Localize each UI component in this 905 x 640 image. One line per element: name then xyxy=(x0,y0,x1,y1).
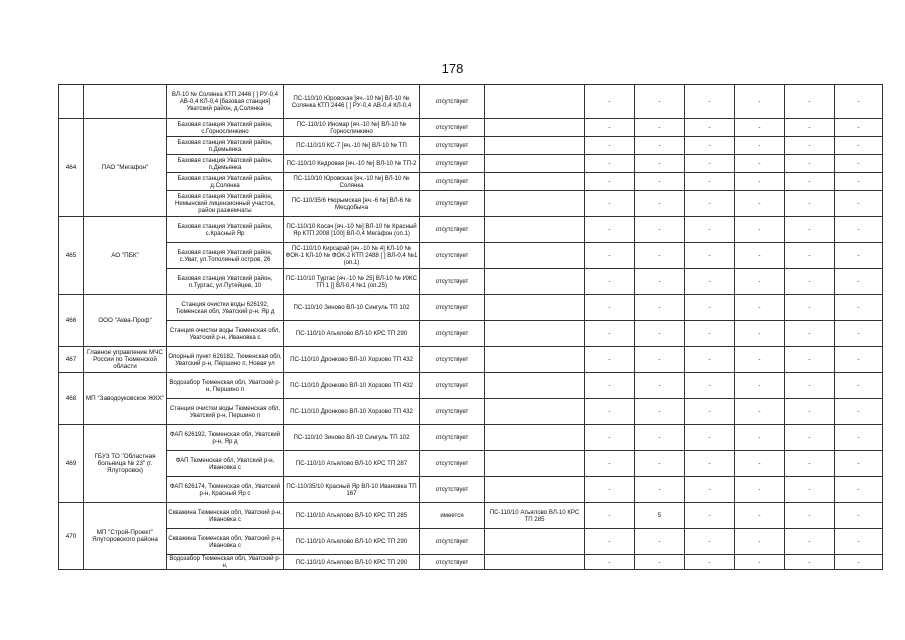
cell-c7: - xyxy=(685,451,735,477)
cell-status: отсутствует xyxy=(420,173,485,191)
cell-c8: - xyxy=(735,119,785,137)
cell-c6: - xyxy=(635,191,685,217)
cell-c6: - xyxy=(635,119,685,137)
cell-c10: - xyxy=(835,425,883,451)
table-row xyxy=(59,191,883,217)
cell-object: Опорный пункт 626182, Тюменская обл, Уватский р-н, Першино п, Новая ул xyxy=(167,347,284,373)
cell-status: отсутствует xyxy=(420,191,485,217)
cell-organization: АО "ПБК" xyxy=(84,217,167,295)
cell-c4: ПС-110/10 Атьялово ВЛ-10 КРС ТП 285 xyxy=(485,503,585,529)
cell-c6: - xyxy=(635,295,685,321)
cell-c10: - xyxy=(835,555,883,570)
cell-c9: - xyxy=(785,269,835,295)
cell-organization: МП "Заводоуковское ЖКХ" xyxy=(84,373,167,425)
cell-source: ПС-110/10 Дронково ВЛ-10 Хорзово ТП 432 xyxy=(284,399,420,425)
cell-c5: - xyxy=(585,373,635,399)
cell-c5: - xyxy=(585,529,635,555)
cell-c6: - xyxy=(635,347,685,373)
cell-c10: - xyxy=(835,243,883,269)
cell-c6: - xyxy=(635,85,685,119)
cell-object: Скважина Тюменская обл, Уватский р-н, Ивановка с xyxy=(167,503,284,529)
cell-c9: - xyxy=(785,425,835,451)
cell-c5: - xyxy=(585,477,635,503)
cell-c6: - xyxy=(635,321,685,347)
cell-source: ПС-110/10 Юровская [яч.-10 №] ВЛ-10 № Солянка xyxy=(284,173,420,191)
cell-c5: - xyxy=(585,85,635,119)
cell-status: отсутствует xyxy=(420,321,485,347)
cell-c6: - xyxy=(635,173,685,191)
cell-c5: - xyxy=(585,269,635,295)
cell-number xyxy=(59,85,84,119)
table-row xyxy=(59,269,883,295)
cell-status: отсутствует xyxy=(420,477,485,503)
cell-c8: - xyxy=(735,451,785,477)
cell-c7: - xyxy=(685,503,735,529)
cell-c7: - xyxy=(685,295,735,321)
cell-source: ПС-110/10 Юровская [яч.-10 №] ВЛ-10 № Солянка КТП 2446 [ ] РУ-0,4 АВ-0,4 КЛ-0,4 xyxy=(284,85,420,119)
cell-c7: - xyxy=(685,477,735,503)
cell-c10: - xyxy=(835,477,883,503)
cell-c10: - xyxy=(835,155,883,173)
cell-status: отсутствует xyxy=(420,155,485,173)
cell-organization: Главное управление МЧС России по Тюменской области xyxy=(84,347,167,373)
cell-c9: - xyxy=(785,295,835,321)
cell-status: отсутствует xyxy=(420,137,485,155)
cell-object: ФАП 626192, Тюменская обл, Уватский р-н, Яр д xyxy=(167,425,284,451)
cell-c4 xyxy=(485,555,585,570)
data-table xyxy=(58,84,883,570)
cell-status: отсутствует xyxy=(420,217,485,243)
cell-c5: - xyxy=(585,347,635,373)
cell-c5: - xyxy=(585,173,635,191)
page-number: 178 xyxy=(441,61,464,76)
table-row xyxy=(59,477,883,503)
cell-c9: - xyxy=(785,191,835,217)
cell-c8: - xyxy=(735,85,785,119)
cell-organization: МП "Строй-Проект" Ялуторовского района xyxy=(84,503,167,570)
cell-c9: - xyxy=(785,137,835,155)
cell-c7: - xyxy=(685,119,735,137)
cell-source: ПС-110/10 Зиново ВЛ-10 Сингуль ТП 102 xyxy=(284,295,420,321)
cell-c7: - xyxy=(685,217,735,243)
cell-source: ПС-110/10 Атьялово ВЛ-10 КРС ТП 285 xyxy=(284,503,420,529)
cell-source: ПС-110/35/6 Нюрымская [яч.-6 №] ВЛ-6 № Месдобыча xyxy=(284,191,420,217)
cell-c10: - xyxy=(835,173,883,191)
cell-source: ПС-110/10 Косач [яч.-10 №] ВЛ-10 № Красный Яр КТП 2008 [100] ВЛ-0,4 Мегафон (оп.1) xyxy=(284,217,420,243)
cell-source: ПС-110/10 Атьялово ВЛ-10 КРС ТП 290 xyxy=(284,555,420,570)
table-row xyxy=(59,425,883,451)
cell-c4 xyxy=(485,173,585,191)
cell-c8: - xyxy=(735,399,785,425)
cell-c9: - xyxy=(785,503,835,529)
cell-c4 xyxy=(485,425,585,451)
cell-c8: - xyxy=(735,347,785,373)
cell-organization: ГБУЗ ТО "Областная больница № 23" (г. Ялуторовск) xyxy=(84,425,167,503)
cell-c9: - xyxy=(785,451,835,477)
cell-c8: - xyxy=(735,155,785,173)
cell-c6: - xyxy=(635,425,685,451)
cell-c6: - xyxy=(635,451,685,477)
cell-object: ФАП Тюменская обл, Уватский р-н, Ивановка с xyxy=(167,451,284,477)
cell-c4 xyxy=(485,373,585,399)
cell-c8: - xyxy=(735,137,785,155)
cell-number: 468 xyxy=(59,373,84,425)
cell-c4 xyxy=(485,269,585,295)
cell-c9: - xyxy=(785,217,835,243)
cell-object: Базовая станция Уватский район, с.Уват, ул.Тополиный остров, 26 xyxy=(167,243,284,269)
cell-source: ПС-110/10 Туртас [яч.-10 № 25] ВЛ-10 № ИЖС ТП 1 [] ВЛ-0,4 №1 (оп.25) xyxy=(284,269,420,295)
cell-status: имеется xyxy=(420,503,485,529)
cell-c4 xyxy=(485,155,585,173)
cell-organization: ООО "Аква-Проф" xyxy=(84,295,167,347)
cell-source: ПС-110/10 Атьялово ВЛ-10 КРС ТП 290 xyxy=(284,321,420,347)
table-row xyxy=(59,173,883,191)
cell-object: Базовая станция Уватский район, п.Демьянка xyxy=(167,155,284,173)
cell-c6: - xyxy=(635,243,685,269)
cell-number: 470 xyxy=(59,503,84,570)
cell-c6: - xyxy=(635,137,685,155)
cell-c5: - xyxy=(585,243,635,269)
cell-status: отсутствует xyxy=(420,451,485,477)
cell-c8: - xyxy=(735,503,785,529)
cell-c9: - xyxy=(785,347,835,373)
cell-c6: - xyxy=(635,217,685,243)
cell-source: ПС-110/10 Инсмар [яч.-10 №] ВЛ-10 № Горнослинкино xyxy=(284,119,420,137)
cell-c5: - xyxy=(585,451,635,477)
cell-c7: - xyxy=(685,155,735,173)
cell-c9: - xyxy=(785,85,835,119)
cell-c8: - xyxy=(735,243,785,269)
table-row xyxy=(59,137,883,155)
cell-status: отсутствует xyxy=(420,119,485,137)
cell-c7: - xyxy=(685,243,735,269)
cell-object: Станция очистки воды Тюменская обл, Уватский р-н, Ивановка с xyxy=(167,321,284,347)
table-row xyxy=(59,119,883,137)
table-row xyxy=(59,555,883,570)
cell-source: ПС-110/35/10 Красный Яр ВЛ-10 Ивановка ТП 167 xyxy=(284,477,420,503)
cell-object: Базовая станция Уватский район, п.Туртас, ул.Путейцев, 10 xyxy=(167,269,284,295)
cell-c10: - xyxy=(835,503,883,529)
cell-c5: - xyxy=(585,155,635,173)
cell-c4 xyxy=(485,295,585,321)
cell-c5: - xyxy=(585,119,635,137)
cell-c7: - xyxy=(685,269,735,295)
cell-c10: - xyxy=(835,529,883,555)
cell-c6: - xyxy=(635,399,685,425)
cell-c4 xyxy=(485,191,585,217)
table-body xyxy=(59,85,883,570)
cell-c5: - xyxy=(585,191,635,217)
cell-c8: - xyxy=(735,425,785,451)
cell-c6: - xyxy=(635,373,685,399)
cell-object: Водозабор Тюменская обл, Уватский р-н, Першино п xyxy=(167,373,284,399)
table-row xyxy=(59,155,883,173)
cell-c4 xyxy=(485,477,585,503)
cell-c8: - xyxy=(735,373,785,399)
cell-object: Базовая станция Уватский район, п.Демьянка xyxy=(167,137,284,155)
cell-c7: - xyxy=(685,191,735,217)
cell-c8: - xyxy=(735,295,785,321)
cell-c10: - xyxy=(835,399,883,425)
cell-c4 xyxy=(485,85,585,119)
cell-c10: - xyxy=(835,217,883,243)
cell-c7: - xyxy=(685,321,735,347)
cell-c10: - xyxy=(835,85,883,119)
table-row xyxy=(59,217,883,243)
table-row xyxy=(59,529,883,555)
cell-c5: - xyxy=(585,321,635,347)
cell-source: ПС-110/10 Атьялово ВЛ-10 КРС ТП 287 xyxy=(284,451,420,477)
cell-source: ПС-110/10 Зиново ВЛ-10 Сингуль ТП 102 xyxy=(284,425,420,451)
cell-c5: - xyxy=(585,555,635,570)
cell-c5: - xyxy=(585,503,635,529)
table-row xyxy=(59,85,883,119)
cell-c9: - xyxy=(785,155,835,173)
cell-c4 xyxy=(485,119,585,137)
cell-c8: - xyxy=(735,217,785,243)
cell-status: отсутствует xyxy=(420,399,485,425)
cell-c4 xyxy=(485,399,585,425)
cell-c10: - xyxy=(835,373,883,399)
cell-c6: 5 xyxy=(635,503,685,529)
cell-c4 xyxy=(485,137,585,155)
cell-c4 xyxy=(485,217,585,243)
cell-c9: - xyxy=(785,477,835,503)
cell-number: 469 xyxy=(59,425,84,503)
cell-status: отсутствует xyxy=(420,269,485,295)
cell-number: 467 xyxy=(59,347,84,373)
cell-status: отсутствует xyxy=(420,295,485,321)
cell-c9: - xyxy=(785,555,835,570)
cell-c7: - xyxy=(685,399,735,425)
cell-source: ПС-110/10 Дронково ВЛ-10 Хорзово ТП 432 xyxy=(284,347,420,373)
table-row xyxy=(59,243,883,269)
cell-c9: - xyxy=(785,399,835,425)
cell-c7: - xyxy=(685,555,735,570)
cell-c4 xyxy=(485,243,585,269)
cell-c4 xyxy=(485,347,585,373)
table-row xyxy=(59,503,883,529)
cell-c5: - xyxy=(585,137,635,155)
cell-c6: - xyxy=(635,555,685,570)
cell-c7: - xyxy=(685,173,735,191)
cell-c5: - xyxy=(585,425,635,451)
cell-c10: - xyxy=(835,321,883,347)
cell-number: 466 xyxy=(59,295,84,347)
cell-c7: - xyxy=(685,425,735,451)
cell-c5: - xyxy=(585,217,635,243)
cell-source: ПС-110/10 Атьялово ВЛ-10 КРС ТП 290 xyxy=(284,529,420,555)
cell-object: Станция очистки воды 626192, Тюменская обл, Уватский р-н, Яр д xyxy=(167,295,284,321)
cell-c6: - xyxy=(635,155,685,173)
cell-source: ПС-110/10 Кирсарай [яч.-10 № 4] КЛ-10 № ФОК-1 КЛ-10 № ФОК-2 КТП 2488 [ ] ВЛ-0,4 №1 (оп.1) xyxy=(284,243,420,269)
cell-source: ПС-110/10 КС-7 [яч.-10 №] ВЛ-10 № ТП xyxy=(284,137,420,155)
cell-c10: - xyxy=(835,269,883,295)
cell-c5: - xyxy=(585,399,635,425)
cell-c4 xyxy=(485,529,585,555)
cell-object: Базовая станция Уватский район, Немынский лицензионный участок, район разжемчаты xyxy=(167,191,284,217)
cell-c6: - xyxy=(635,477,685,503)
cell-c8: - xyxy=(735,555,785,570)
cell-c10: - xyxy=(835,137,883,155)
cell-number: 464 xyxy=(59,119,84,217)
table-row xyxy=(59,347,883,373)
cell-c8: - xyxy=(735,477,785,503)
cell-c10: - xyxy=(835,119,883,137)
cell-organization: ПАО "Мегафон" xyxy=(84,119,167,217)
table-row xyxy=(59,295,883,321)
cell-c8: - xyxy=(735,321,785,347)
cell-status: отсутствует xyxy=(420,85,485,119)
cell-c7: - xyxy=(685,85,735,119)
cell-c8: - xyxy=(735,529,785,555)
cell-status: отсутствует xyxy=(420,347,485,373)
cell-c7: - xyxy=(685,137,735,155)
cell-status: отсутствует xyxy=(420,555,485,570)
cell-c9: - xyxy=(785,373,835,399)
cell-c10: - xyxy=(835,191,883,217)
cell-object: Скважина Тюменская обл, Уватский р-н, Ивановка с xyxy=(167,529,284,555)
cell-status: отсутствует xyxy=(420,373,485,399)
cell-number: 465 xyxy=(59,217,84,295)
cell-c7: - xyxy=(685,529,735,555)
table-row xyxy=(59,451,883,477)
cell-object: Станция очистки воды Тюменская обл, Уватский р-н, Першино п xyxy=(167,399,284,425)
cell-c5: - xyxy=(585,295,635,321)
cell-object: Базовая станция Уватский район, с.Горнослинкино xyxy=(167,119,284,137)
cell-c9: - xyxy=(785,243,835,269)
cell-c9: - xyxy=(785,529,835,555)
cell-c8: - xyxy=(735,269,785,295)
cell-c7: - xyxy=(685,373,735,399)
cell-c4 xyxy=(485,321,585,347)
cell-c9: - xyxy=(785,173,835,191)
cell-object: Водозабор Тюменская обл, Уватский р-н, xyxy=(167,555,284,570)
cell-c7: - xyxy=(685,347,735,373)
cell-status: отсутствует xyxy=(420,425,485,451)
cell-c10: - xyxy=(835,451,883,477)
cell-c10: - xyxy=(835,347,883,373)
cell-c8: - xyxy=(735,191,785,217)
cell-c4 xyxy=(485,451,585,477)
table-row xyxy=(59,321,883,347)
cell-object: ФАП 626174, Тюменская обл, Уватский р-н, Красный Яр с xyxy=(167,477,284,503)
cell-status: отсутствует xyxy=(420,243,485,269)
cell-object: ВЛ-10 № Солянка КТП 2446 [ ] РУ-0,4 АВ-0,4 КЛ-0,4 [базовая станция] Уватский район, д.Солянка xyxy=(167,85,284,119)
cell-object: Базовая станция Уватский район, д.Солянка xyxy=(167,173,284,191)
cell-c6: - xyxy=(635,529,685,555)
cell-source: ПС-110/10 Кедровая [яч.-10 №] ВЛ-10 № ТП-2 xyxy=(284,155,420,173)
cell-c8: - xyxy=(735,173,785,191)
table-row xyxy=(59,373,883,399)
table-row xyxy=(59,399,883,425)
cell-organization xyxy=(84,85,167,119)
cell-source: ПС-110/10 Дронково ВЛ-10 Хорзово ТП 432 xyxy=(284,373,420,399)
cell-c6: - xyxy=(635,269,685,295)
cell-c9: - xyxy=(785,119,835,137)
cell-c9: - xyxy=(785,321,835,347)
cell-status: отсутствует xyxy=(420,529,485,555)
cell-c10: - xyxy=(835,295,883,321)
cell-object: Базовая станция Уватский район, с.Красный Яр xyxy=(167,217,284,243)
